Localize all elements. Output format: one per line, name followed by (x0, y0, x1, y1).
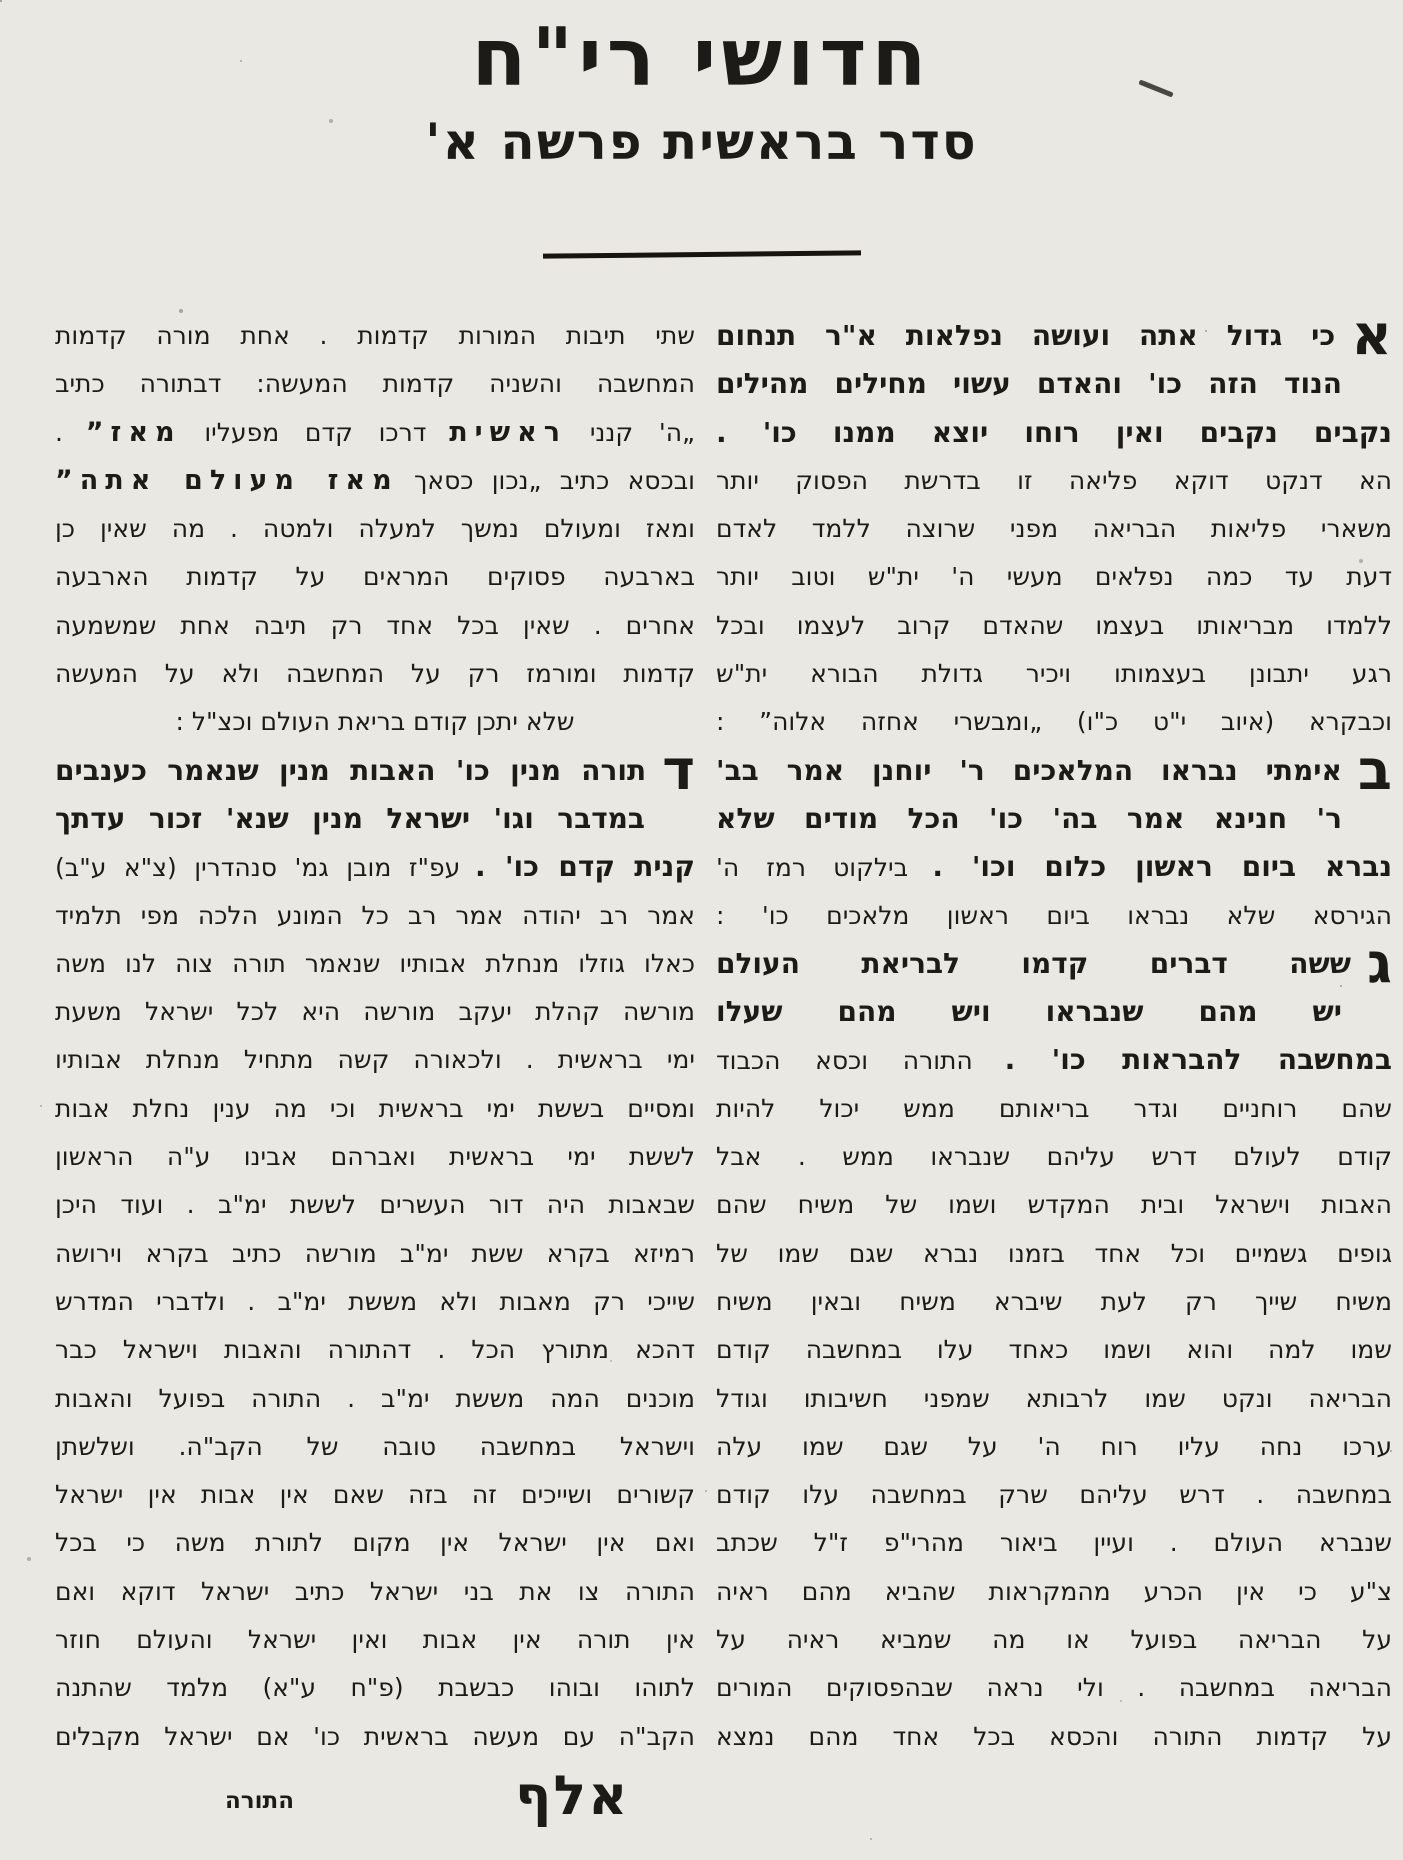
text-segment: על הבריאה בפועל או מה שמביא ראיה על (716, 1625, 1392, 1655)
title-divider (542, 250, 860, 258)
text-segment: על קדמות התורה והכסא בכל אחד מהם נמצא (716, 1721, 1392, 1751)
text-segment: כאלו גוזלו מנחלת אבותיו שנאמר תורה צוה לנו משה (55, 948, 695, 978)
section-heading: סדר בראשית פרשה א' (425, 113, 978, 171)
text-segment: הנוד הזה כו' והאדם עשוי מחילים מהילים (716, 367, 1342, 401)
text-line (55, 1471, 695, 1519)
text-segment: אמר רב יהודה אמר רב כל המונע הלכה מפי תלמיד (55, 900, 695, 930)
text-segment: לששת ימי בראשית ואברהם אבינו ע"ה הראשון (55, 1142, 695, 1172)
text-segment: במחשבה להבראות כו' . (1004, 1043, 1392, 1077)
text-segment: ומסיים בששת ימי בראשית וכי מה ענין נחלת אבות (55, 1093, 695, 1123)
text-segment: שמו למה והוא ושמו כאחד עלו במחשבה קודם (716, 1335, 1392, 1365)
text-segment: ואם אין ישראל אין מקום לתורת משה כי בכל (55, 1528, 695, 1558)
text-line (55, 1326, 695, 1374)
text-segment: התורה וכסא הכבוד (716, 1046, 973, 1076)
text-segment: ימי בראשית . ולכאורה קשה מתחיל מנחלת אבותיו (55, 1045, 695, 1075)
text-line (55, 940, 695, 988)
text-segment: לתוהו ובוהו כבשבת (פ"ח ע"א) מלמד שהתנה (55, 1673, 695, 1703)
text-line (716, 360, 1392, 408)
text-line (716, 1471, 1392, 1519)
text-segment: קנית קדם כו' . (474, 850, 695, 884)
text-line (55, 1713, 695, 1761)
text-segment: בילקוט רמז ה' (716, 853, 909, 883)
section-initial: א (1351, 303, 1392, 368)
text-line (55, 1133, 695, 1181)
text-line (716, 1278, 1392, 1326)
text-line (716, 602, 1392, 650)
text-line (716, 1519, 1392, 1567)
text-segment: שייכי רק מאבות ולא מששת ימ"ב . ולדברי המדרש (55, 1286, 695, 1316)
text-segment: תורה מנין כו' האבות מנין שנאמר כענבים (55, 753, 647, 787)
text-segment: אחרים . שאין בכל אחד רק תיבה אחת שמשמעה (55, 610, 695, 640)
text-segment: מאז מעולם אתה” (55, 464, 399, 496)
text-line (55, 1036, 695, 1084)
text-segment: קדמות ומורמז רק על המחשבה ולא על המעשה (55, 659, 695, 689)
text-segment: . (55, 417, 63, 447)
scan-noise (0, 0, 2, 2)
text-line (716, 505, 1392, 553)
text-line (55, 457, 695, 505)
text-line (716, 1036, 1392, 1084)
text-line (716, 1664, 1392, 1712)
text-line (55, 1085, 695, 1133)
text-segment: ר' חנינא אמר בה' כו' הכל מודים שלא (716, 801, 1342, 835)
text-segment: במדבר וגו' ישראל מנין שנא' זכור עדתך (55, 801, 645, 835)
text-line (55, 698, 695, 746)
column-left (55, 312, 695, 1761)
text-line (716, 1616, 1392, 1664)
text-segment: בארבעה פסוקים המראים על קדמות הארבעה (55, 562, 695, 592)
text-segment: יש מהם שנבראו ויש מהם שעלו (716, 995, 1342, 1029)
text-line (55, 505, 695, 553)
text-line (55, 312, 695, 360)
text-line (716, 843, 1392, 891)
text-segment: מוכנים המה מששת ימ"ב . התורה בפועל והאבות (55, 1383, 695, 1413)
text-line (716, 1326, 1392, 1374)
text-line (716, 892, 1392, 940)
text-line (55, 737, 695, 803)
text-segment: ובכסא כתיב „נכון כסאך (413, 465, 695, 495)
section-initial: ד (662, 737, 695, 803)
text-segment: וכבקרא (איוב י"ט כ"ו) „ומבשרי אחזה אלוה” : (716, 707, 1392, 737)
text-line (716, 409, 1392, 457)
text-line (716, 795, 1392, 843)
text-line (716, 457, 1392, 505)
text-line (55, 1375, 695, 1423)
text-line (55, 1568, 695, 1616)
text-line (55, 1423, 695, 1471)
text-segment: דרכו קדם מפעליו (204, 417, 427, 447)
text-segment: האבות וישראל ובית המקדש ושמו של משיח שהם (716, 1190, 1392, 1220)
text-line (55, 843, 695, 891)
book-title: חדושי רי"ח (471, 11, 932, 104)
text-line (716, 1375, 1392, 1423)
text-body (55, 303, 1393, 1761)
text-line (55, 553, 695, 601)
text-segment: הקב"ה עם מעשה בראשית כו' אם ישראל מקבלים (55, 1721, 695, 1751)
text-line (55, 1278, 695, 1326)
text-segment: שהם רוחניים וגדר בריאותם ממש יכול להיות (716, 1093, 1392, 1123)
text-segment: ראשית (449, 416, 567, 448)
text-segment: קשורים ושייכים זה בזה שאם אין אבות אין ישראל (55, 1480, 695, 1510)
text-segment: גופים גשמיים וכל אחד בזמנו נברא שגם שמו של (716, 1238, 1392, 1268)
section-initial: ג (1366, 930, 1392, 996)
text-line (716, 1085, 1392, 1133)
text-segment: הא דנקט דוקא פליאה זו בדרשת הפסוק יותר (716, 465, 1392, 495)
text-line (716, 737, 1392, 803)
text-line (55, 602, 695, 650)
text-segment: „ה' קנני (589, 417, 696, 447)
text-segment: ששה דברים קדמו לבריאת העולם (716, 946, 1351, 980)
text-line (55, 1181, 695, 1229)
text-line (55, 409, 695, 457)
text-segment: דעת עד כמה נפלאים מעשי ה' ית"ש וטוב יותר (716, 562, 1392, 592)
text-line (716, 1568, 1392, 1616)
text-segment: נקבים נקבים ואין רוחו יוצא ממנו כו' . (716, 415, 1392, 449)
text-line (55, 1616, 695, 1664)
text-segment: רמיזא בקרא ששת ימ"ב מורשה כתיב בקרא וירושה (55, 1238, 695, 1268)
text-segment: דהכא מתורץ הכל . דהתורה והאבות וישראל כבר (55, 1335, 695, 1365)
text-segment: משיח שייך רק לעת שיברא משיח ובאין משיח (716, 1286, 1392, 1316)
text-segment: הבריאה במחשבה . ולי נראה שבהפסוקים המורים (716, 1673, 1392, 1703)
text-segment: צ"ע כי אין הכרע מהמקראות שהביא מהם ראיה (716, 1576, 1392, 1606)
section-initial: ב (1357, 737, 1392, 803)
text-segment: ערכו נחה עליו רוח ה' על שגם שמו עלה (716, 1431, 1392, 1461)
text-line (716, 553, 1392, 601)
text-segment: במחשבה . דרש עליהם שרק במחשבה עלו קודם (716, 1480, 1392, 1510)
text-segment: עפ"ז מובן גמ' סנהדרין (צ"א ע"ב) (55, 853, 461, 883)
text-segment: ומאז ומעולם נמשך למעלה ולמטה . מה שאין כן (55, 514, 695, 544)
text-line (716, 1181, 1392, 1229)
text-line (716, 930, 1392, 996)
text-line (55, 1230, 695, 1278)
text-segment: שתי תיבות המורות קדמות . אחת מורה קדמות (55, 321, 695, 350)
text-line (55, 360, 695, 408)
text-line (716, 1133, 1392, 1181)
text-segment: כי גדול אתה ועושה נפלאות א"ר תנחום (716, 319, 1336, 352)
text-segment: אין תורה אין אבות ואין ישראל והעולם חוזר (55, 1625, 695, 1655)
text-segment: התורה צו את בני ישראל כתיב ישראל דוקא ואם (55, 1576, 695, 1606)
text-line (55, 1664, 695, 1712)
text-segment: קודם לעולם דרש עליהם שנבראו ממש . אבל (716, 1142, 1392, 1172)
text-line (716, 1713, 1392, 1761)
column-right (716, 303, 1393, 1761)
text-segment: הגירסא שלא נבראו ביום ראשון מלאכים כו' : (716, 900, 1392, 930)
text-line (55, 650, 695, 698)
text-line (716, 698, 1392, 746)
page-number-word: אלף (515, 1764, 630, 1827)
text-segment: משארי פליאות הבריאה מפני שרוצה ללמד לאדם (716, 514, 1392, 544)
text-segment: שלא יתכן קודם בריאת העולם וכצ"ל : (175, 707, 575, 737)
text-segment: ללמדו מבריאותו בעצמו שהאדם קרוב לעצמו ובכל (716, 610, 1392, 640)
text-segment: שנברא העולם . ועיין ביאור מהרי"פ ז"ל שכתב (716, 1528, 1392, 1558)
page-header (0, 11, 1403, 257)
text-segment: רגע יתבונן בעצמותו ויכיר גדולת הבורא ית"ש (716, 659, 1392, 689)
text-line (716, 1230, 1392, 1278)
catchword: התורה (225, 1788, 295, 1814)
text-line (716, 988, 1392, 1036)
text-line (716, 303, 1392, 368)
text-line (716, 650, 1392, 698)
text-line (55, 1519, 695, 1567)
text-line (55, 988, 695, 1036)
text-line (716, 1423, 1392, 1471)
text-segment: שבאבות היה דור העשרים לששת ימ"ב . ועוד היכן (55, 1190, 695, 1220)
text-segment: וישראל במחשבה טובה של הקב"ה. ושלשתן (55, 1431, 695, 1461)
text-line (55, 892, 695, 940)
text-segment: מורשה קהלת יעקב מורשה היא לכל ישראל משעת (55, 997, 695, 1027)
text-segment: המחשבה והשניה קדמות המעשה: דבתורה כתיב (55, 369, 695, 399)
text-segment: אימתי נבראו המלאכים ר' יוחנן אמר בב' (716, 753, 1342, 787)
text-segment: נברא ביום ראשון כלום וכו' . (932, 850, 1393, 884)
text-segment: מאז” (85, 416, 182, 448)
text-segment: הבריאה ונקט שמו לרבותא שמפני חשיבותו וגודל (716, 1383, 1392, 1413)
text-line (55, 795, 695, 843)
